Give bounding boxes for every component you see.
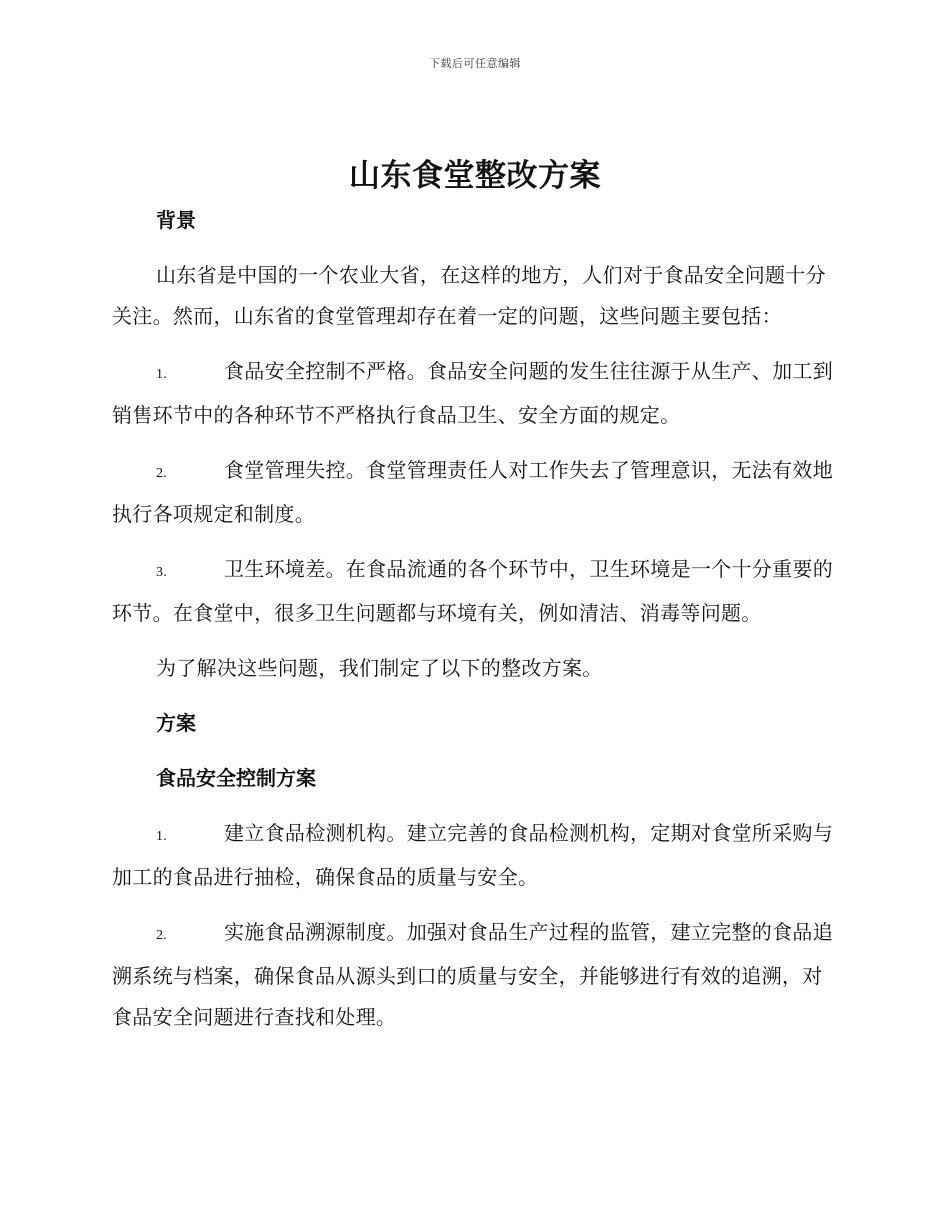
list-item-text: 建立食品检测机构。建立完善的食品检测机构，定期对食堂所采购与加工的食品进行抽检，确保食品的质量与安全。 [112,821,833,889]
problem-item-3 [112,549,834,634]
transition-paragraph: 为了解决这些问题，我们制定了以下的整改方案。 [156,656,603,680]
background-intro-paragraph: 山东省是中国的一个农业大省，在这样的地方，人们对于食品安全问题十分关注。然而，山东省的食堂管理却存在着一定的问题，这些问题主要包括： [112,263,826,328]
list-number: 1. [156,829,168,844]
food-safety-item-2 [112,912,834,1038]
list-number: 1. [156,367,168,382]
list-item-text: 卫生环境差。在食品流通的各个环节中，卫生环境是一个十分重要的环节。在食堂中，很多卫生问题都与环境有关，例如清洁、消毒等问题。 [112,557,833,625]
food-safety-item-1 [112,813,834,898]
problem-item-1 [112,351,834,436]
list-number: 2. [156,928,168,943]
document-title: 山东食堂整改方案 [349,158,601,194]
section-heading-background: 背景 [156,208,196,232]
list-number: 3. [156,565,168,580]
list-item-text: 食堂管理失控。食堂管理责任人对工作失去了管理意识，无法有效地执行各项规定和制度。 [112,458,833,526]
document-body [112,200,834,1052]
header-note: 下载后可任意编辑 [429,57,521,70]
subsection-heading-food-safety: 食品安全控制方案 [156,766,316,790]
list-item-text: 实施食品溯源制度。加强对食品生产过程的监管，建立完整的食品追溯系统与档案，确保食品从源头到口的质量与安全，并能够进行有效的追溯，对食品安全问题进行查找和处理。 [112,920,833,1029]
list-item-text: 食品安全控制不严格。食品安全问题的发生往往源于从生产、加工到销售环节中的各种环节不严格执行食品卫生、安全方面的规定。 [112,359,833,427]
section-heading-plan: 方案 [156,711,196,735]
list-number: 2. [156,466,168,481]
problem-item-2 [112,450,834,535]
